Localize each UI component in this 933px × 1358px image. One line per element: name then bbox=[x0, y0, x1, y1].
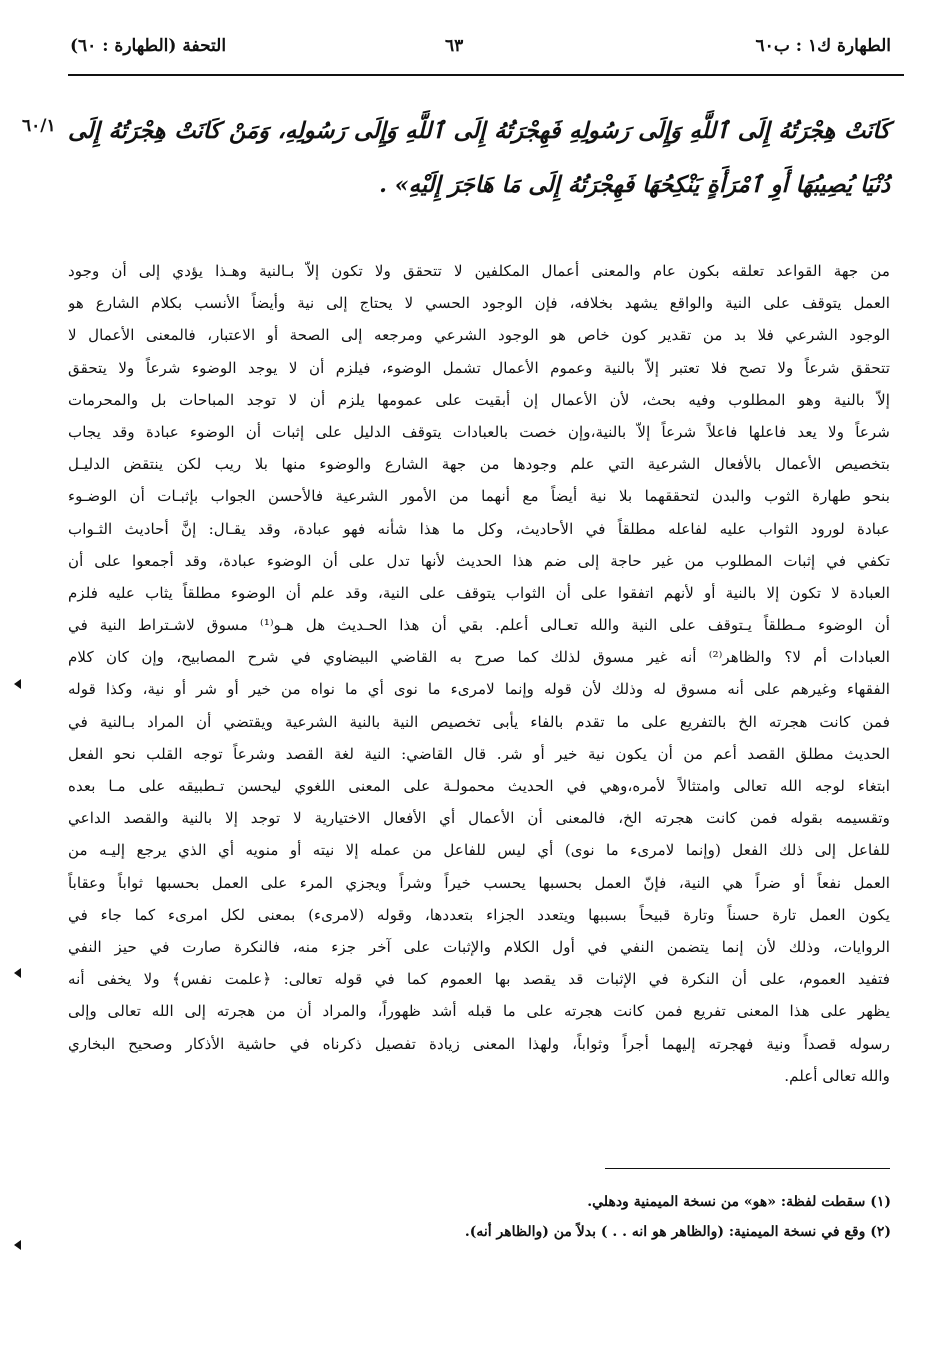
body-line: العمل يتوقف على النية والواقع يشهد بخلافه، فإن الوجود الحسي لا يحتاج إلى نية وأيضاً الأنسب بكلام الشارع هو bbox=[68, 294, 890, 313]
body-line: إلاّ بالنية وهو المطلوب وفيه بحث، لأن الأعمال إن أبقيت على عمومها يلزم أن لا توجد المباحات بل والمحرمات bbox=[68, 390, 890, 409]
body-line: تتحقق شرعاً ولا تصح فلا تعتبر إلاّ بالنية وعموم الأعمال تشمل الوضوء، فيلزم أن لا يوجد الوضوء شرعاً ولا يتحقق bbox=[68, 358, 890, 377]
body-line: للفاعل إلى ذلك الفعل (وإنما لامرىء ما نوى) أي ليس للفاعل من عمله إلا نيته أو منويه أي الذي يرجع إليـه من bbox=[68, 841, 890, 860]
body-line: فتفيد العموم، على أن النكرة في الإثبات قد يقصد بها العموم كما في قوله تعالى: ﴿علمت نفس﴾ ولا يخفى أنه bbox=[68, 970, 890, 989]
body-line: ابتغاء لوجه الله تعالى وامتثالاً لأمره،وهي في الحديث محمولـة على المعنى اللغوي ليحسن تـطبيقه على مـا بعده bbox=[68, 777, 890, 795]
body-line: يظهر على هذا المعنى تفريع فمن كانت هجرته على ما قبله أشد ظهوراً، والمراد أن من هجرته إلى الله تعالى وإلى bbox=[68, 1002, 890, 1021]
footnote-1: (١) سقطت لفظة: «هو» من نسخة الميمنية ودهلي. bbox=[587, 1194, 891, 1210]
body-line: رسوله قصداً ونية فهجرته إليهما أجراً وثواباً، ولهذا المعنى زيادة تفصيل ذكرناه في حاشية الأذكار وصحيح البخاري bbox=[68, 1034, 890, 1053]
body-line: أن الوضوء مـطلقاً يـتوقف على النية والله تعـالى أعلم. بقي أن هذا الحـديث هل هـو⁽¹⁾ مسوق لاشـتراط النية في bbox=[68, 616, 890, 635]
margin-mark bbox=[14, 679, 21, 689]
body-line: العبادة لا تكون إلا بالنية أو لأنهم اتفقوا على أن الثواب يتوقف على النية، وقد علم أن الوضوء مطلقاً يثاب عليه فلزم bbox=[68, 583, 890, 602]
hadith-reference: ٦٠/١ bbox=[22, 116, 56, 136]
body-line: بتخصيص الأعمال بالأفعال الشرعية التي علم وجودها من جهة الشارع والوضوء منها بلا ريب لكن ينتقض الدليـل bbox=[68, 455, 890, 474]
body-line: الفقهاء وغيرهم على أنه مسوق له وذلك لأن قوله وإنما لامرىء ما نوى أي ما نواه من خير أو شر أو نية، وكذا قوله bbox=[68, 680, 890, 699]
commentary-body bbox=[68, 255, 890, 1092]
margin-mark bbox=[14, 968, 21, 978]
running-header-right: الطهارة ك١ : ب٦٠ bbox=[755, 36, 891, 56]
body-line: العمل نفعاً أو ضراً هي النية، فإنّ العمل بحسبها يحسب خيراً وشراً ويجزي المرء على العمل بحسبها ثواباً وعقاباً bbox=[68, 873, 890, 892]
body-line-last: والله تعالى أعلم. bbox=[784, 1066, 890, 1085]
footnote-rule bbox=[605, 1168, 890, 1169]
body-line: الروايات، وذلك لأن إنما يتضمن النفي في أول الكلام والإثبات على آخر جزء منه، فالنكرة صارت في حيز النفي bbox=[68, 937, 890, 956]
body-line: الحديث مطلق القصد أعم من أن يكون نية خير أو شر. قال القاضي: النية لغة القصد وشرعاً توجه القلب نحو الفعل bbox=[68, 744, 890, 763]
body-line: العبادات أم لا؟ والظاهر⁽²⁾ أنه غير مسوق لذلك كما صرح به القاضي البيضاوي في شرح المصابيح، وإن كان كلام bbox=[68, 648, 890, 667]
body-line: من جهة القواعد تعلقه بكون عام والمعنى أعمال المكلفين لا تتحقق ولا تكون إلاّ بـالنية وهـذا يؤدي إلى أن وجود bbox=[68, 262, 890, 280]
body-line: فمن كانت هجرته الخ بالتفريع على ما تقدم بالفاء يأبى تخصيص النية بالنية الشرعية ويقتضي أن المراد بـالنية في bbox=[68, 712, 890, 731]
body-line: تكفي في إثبات المطلوب من غير حاجة إلى ضم هذا الحديث لأنها تدل على أن الوضوء عبادة، وقد أجمعوا على أن bbox=[68, 551, 890, 570]
footnote-2: (٢) وقع في نسخة الميمنية: (والظاهر هو انه . . ) بدلاً من (والظاهر أنه). bbox=[464, 1224, 891, 1240]
body-line: شرعاً ولا يعد فاعلها فاعلاً شرعاً إلاّ بالنية،وإن خصت بالعبادات يتوقف الدليل على إثبات أن الوضوء عبادة وقد يجاب bbox=[68, 422, 890, 441]
body-line: يكون العمل تارة حسناً وتارة قبيحاً بسببها ويتعدد الجزاء بتعددها، وقوله (لامرىء) بمعنى لكل امرىء كما جاء في bbox=[68, 905, 890, 924]
body-line: وتقسيمه بقوله فمن كانت هجرته الخ، فالمعنى أن الأعمال أي الأفعال الاختيارية لا توجد إلا بالنية والقصد الداعي bbox=[68, 809, 890, 828]
header-rule bbox=[68, 74, 904, 76]
body-line: بنحو طهارة الثوب والبدن لتحققهما بلا نية أيضاً مع أنهما من الأمور الشرعية فالأحسن الجواب بإثبـات أن الوضـوء bbox=[68, 487, 890, 506]
body-line: الوجود الشرعي فلا بد من تقدير كون خاص هو الوجود الشرعي ومرجعه إلى الصحة أو الاعتبار، فالمعنى الأعمال لا bbox=[68, 326, 890, 345]
page-number: ٦٣ bbox=[445, 36, 464, 56]
hadith-text: كَانَتْ هِجْرَتُهُ إِلَى ٱللَّهِ وَإِلَى رَسُولِهِ فَهِجْرَتُهُ إِلَى ٱللَّهِ وَإِلَى رَسُولِهِ، وَمَنْ كَانَتْ هِجْرَتُهُ إِلَى دُنْيَا يُصِيبُهَا أَوِ ٱمْرَأَةٍ يَنْكِحُهَا فَهِجْرَتُهُ إِلَى مَا هَاجَرَ إِلَيْهِ» . bbox=[68, 118, 890, 198]
running-header-left: التحفة (الطهارة : ٦٠) bbox=[70, 36, 227, 56]
body-line: عبادة لورود الثواب عليه لفاعله مطلقاً في الأحاديث، وكل ما هذا شأنه فهو عبادة، وقد يقـال: إنَّ أحاديث الثـواب bbox=[68, 519, 890, 538]
margin-mark bbox=[14, 1240, 21, 1250]
